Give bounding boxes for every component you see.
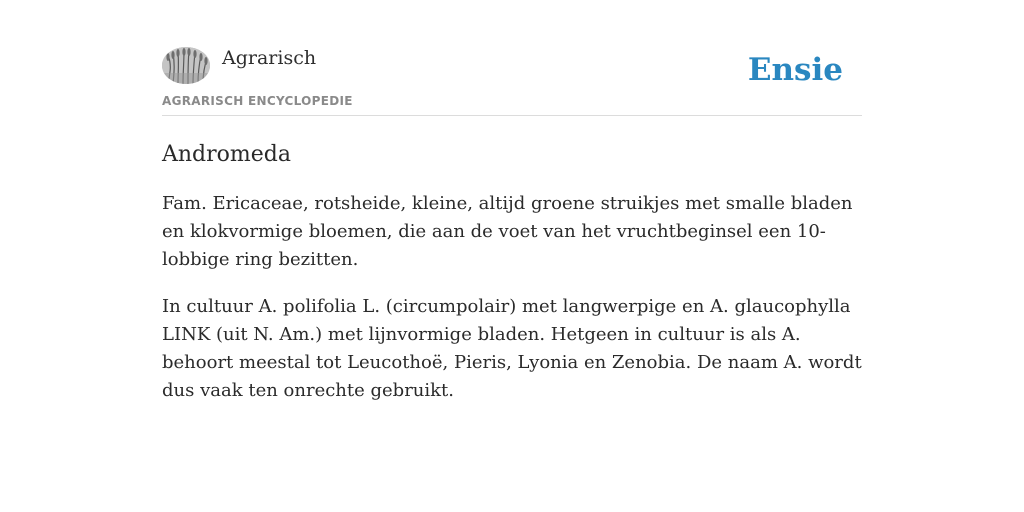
ensie-brand-logo[interactable]: Ensie bbox=[747, 52, 843, 88]
article-paragraph-2: In cultuur A. polifolia L. (circumpolair) met langwerpige en A. glaucophylla LINK (uit N. Am.) met lijnvormige bladen. Hetgeen in cultuur is als A. behoort meestal tot Leucothoë, Pieris, Lyonia en Zenobia. De naam A. wordt dus vaak ten onrechte gebruikt. bbox=[162, 296, 862, 401]
source-name-link[interactable]: Agrarisch bbox=[222, 47, 317, 69]
article-paragraph-1: Fam. Ericaceae, rotsheide, kleine, altijd groene struikjes met smalle bladen en klokvormige bloemen, die aan de voet van het vruchtbeginsel een 10-lobbige ring bezitten. bbox=[162, 193, 853, 270]
source-subtitle: AGRARISCH ENCYCLOPEDIE bbox=[162, 94, 353, 108]
article-page bbox=[162, 44, 862, 405]
wheat-field-logo[interactable] bbox=[162, 47, 210, 84]
article-title: Andromeda bbox=[162, 142, 291, 167]
source-header bbox=[162, 44, 862, 116]
